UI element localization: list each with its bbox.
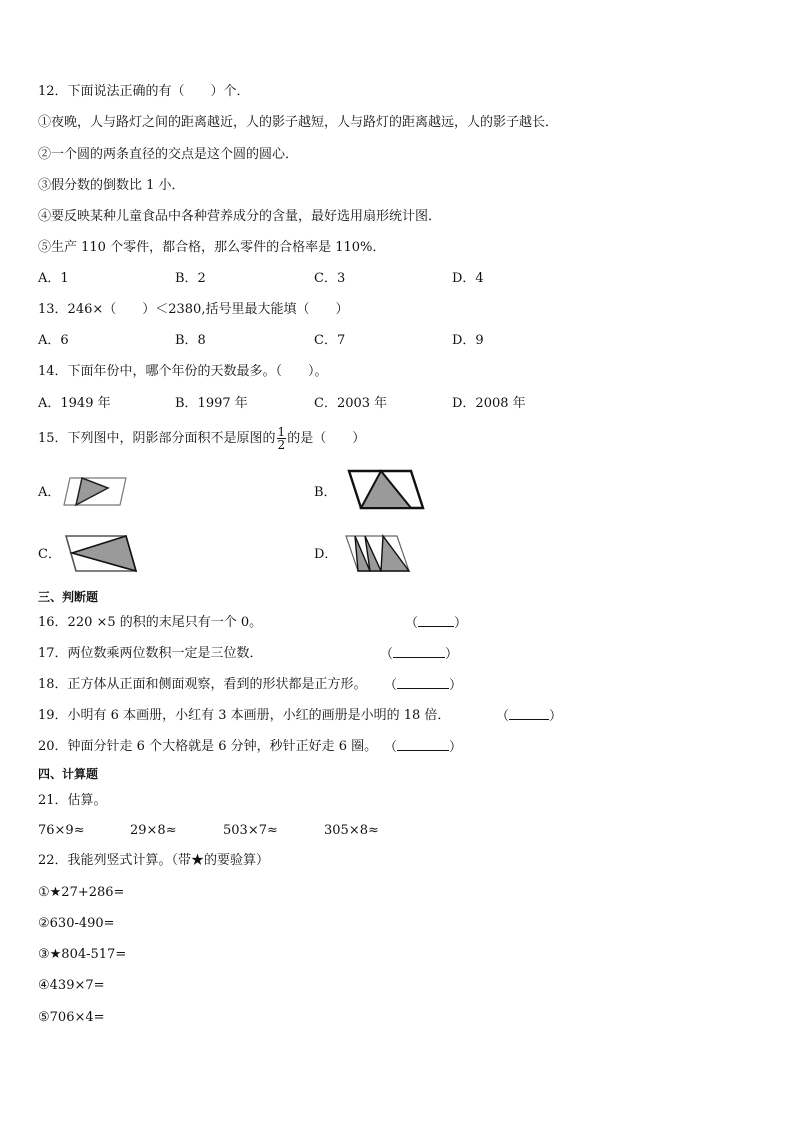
q21-stem: 21．估算。 [38, 793, 107, 808]
blank-line [418, 614, 454, 627]
q16-text: 16．220 ×5 的积的末尾只有一个 0。 [38, 615, 263, 630]
q21-item-4: 305×8≈ [324, 823, 379, 838]
q12-statement-5: ⑤生产 110 个零件，都合格，那么零件的合格率是 110%． [38, 240, 386, 255]
q21-item-2: 29×8≈ [130, 823, 177, 838]
q15-stem-pre: 15．下列图中，阴影部分面积不是原图的 [38, 431, 276, 446]
q18-text: 18．正方体从正面和侧面观察，看到的形状都是正方形。 [38, 677, 367, 692]
fraction-numerator: 1 [277, 425, 286, 439]
blank-line [393, 645, 445, 658]
q12-statement-1: ①夜晚，人与路灯之间的距离越近，人的影子越短，人与路灯的距离越远，人的影子越长． [38, 115, 559, 130]
q15-option-a-label[interactable]: A． [38, 485, 61, 500]
paren-left: （ [384, 678, 398, 693]
q17-text: 17．两位数乘两位数积一定是三位数． [38, 646, 263, 661]
q14-option-d[interactable]: D．2008 年 [452, 396, 526, 411]
blank-line [397, 676, 449, 689]
figure-a-parallelogram[interactable] [62, 474, 134, 510]
q18-answer-blank[interactable] [384, 676, 462, 695]
q20-text: 20．钟面分针走 6 个大格就是 6 分钟，秒针正好走 6 圈。 [38, 739, 378, 754]
section-4-title: 四、计算题 [38, 767, 99, 781]
q13-stem: 13．246×（ ）＜2380,括号里最大能填（ ） [38, 302, 349, 317]
q17-answer-blank[interactable] [380, 645, 458, 664]
blank-line [509, 707, 549, 720]
q13-option-a[interactable]: A．6 [38, 333, 69, 348]
q22-item-2: ②630-490= [38, 916, 115, 931]
q12-statement-4: ④要反映某种儿童食品中各种营养成分的含量，最好选用扇形统计图． [38, 209, 442, 224]
q12-option-c[interactable]: C．3 [314, 271, 346, 286]
q12-option-a[interactable]: A．1 [38, 271, 69, 286]
q13-option-d[interactable]: D．9 [452, 333, 484, 348]
paren-right: ） [449, 740, 463, 755]
paren-left: （ [496, 709, 510, 724]
paren-left: （ [405, 616, 419, 631]
fraction-denominator: 2 [277, 438, 286, 452]
q22-item-3: ③★804-517= [38, 947, 127, 962]
paren-right: ） [454, 616, 468, 631]
figure-d-parallelogram[interactable] [343, 533, 413, 575]
q15-option-c-label[interactable]: C． [38, 547, 61, 562]
q15-option-d-label[interactable]: D． [314, 547, 338, 562]
q15-stem [38, 426, 365, 452]
q21-item-1: 76×9≈ [38, 823, 85, 838]
q12-statement-3: ③假分数的倒数比 1 小． [38, 178, 185, 193]
q12-option-b[interactable]: B．2 [175, 271, 206, 286]
paren-right: ） [445, 647, 459, 662]
q13-option-b[interactable]: B．8 [175, 333, 206, 348]
q15-stem-post: 的是（ ） [287, 431, 366, 446]
blank-line [397, 738, 449, 751]
q12-stem: 12．下面说法正确的有（ ）个． [38, 84, 250, 99]
paren-right: ） [549, 709, 563, 724]
q22-stem: 22．我能列竖式计算。（带★的要验算） [38, 853, 270, 868]
q22-item-4: ④439×7= [38, 978, 105, 993]
figure-b-parallelogram[interactable] [345, 468, 427, 512]
q22-item-5: ⑤706×4= [38, 1010, 105, 1025]
q12-statement-2: ②一个圆的两条直径的交点是这个圆的圆心． [38, 147, 299, 162]
paren-left: （ [380, 647, 394, 662]
one-half-fraction [277, 426, 287, 451]
section-3-title: 三、判断题 [38, 590, 99, 604]
paren-right: ） [449, 678, 463, 693]
q22-item-1: ①★27+286= [38, 885, 125, 900]
q13-option-c[interactable]: C．7 [314, 333, 346, 348]
q14-option-c[interactable]: C．2003 年 [314, 396, 388, 411]
q21-item-3: 503×7≈ [223, 823, 278, 838]
q15-option-b-label[interactable]: B． [314, 485, 337, 500]
q20-answer-blank[interactable] [384, 738, 462, 757]
q14-stem: 14．下面年份中，哪个年份的天数最多。（ ）。 [38, 364, 328, 379]
q19-text: 19．小明有 6 本画册，小红有 3 本画册，小红的画册是小明的 18 倍． [38, 708, 451, 723]
q16-answer-blank[interactable] [405, 614, 467, 633]
q12-option-d[interactable]: D．4 [452, 271, 484, 286]
q14-option-b[interactable]: B．1997 年 [175, 396, 248, 411]
paren-left: （ [384, 740, 398, 755]
figure-c-parallelogram[interactable] [62, 533, 140, 575]
q19-answer-blank[interactable] [496, 707, 562, 726]
q14-option-a[interactable]: A．1949 年 [38, 396, 111, 411]
